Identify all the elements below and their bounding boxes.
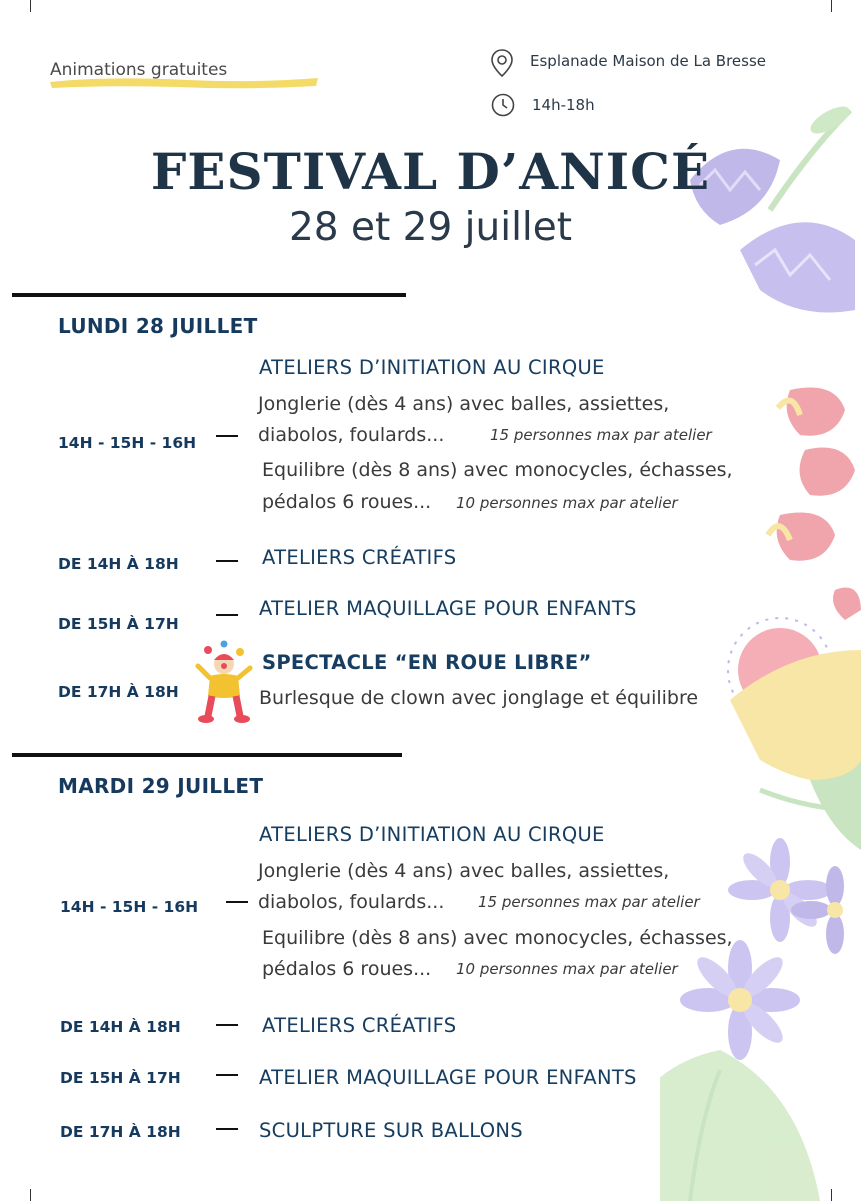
capacity-note: 10 personnes max par atelier bbox=[456, 494, 678, 512]
festival-dates: 28 et 29 juillet bbox=[288, 205, 573, 250]
time-slot: DE 14H À 18H bbox=[60, 1018, 181, 1036]
time-slot: 14H - 15H - 16H bbox=[58, 434, 197, 452]
dash bbox=[226, 901, 248, 903]
time-slot: DE 15H À 17H bbox=[58, 615, 179, 633]
activity-description: pédalos 6 roues... bbox=[262, 958, 432, 980]
clown-icon bbox=[194, 640, 254, 724]
day-heading: MARDI 29 JUILLET bbox=[58, 774, 264, 798]
time-slot: DE 14H À 18H bbox=[58, 555, 179, 573]
activity-description: pédalos 6 roues... bbox=[262, 491, 432, 513]
time-slot: DE 17H À 18H bbox=[60, 1123, 181, 1141]
location-text: Esplanade Maison de La Bresse bbox=[530, 52, 767, 70]
capacity-note: 10 personnes max par atelier bbox=[456, 960, 678, 978]
dash bbox=[216, 435, 238, 437]
hours-text: 14h-18h bbox=[532, 96, 595, 114]
crop-mark bbox=[831, 0, 832, 12]
activity-title: ATELIER MAQUILLAGE POUR ENFANTS bbox=[259, 1066, 637, 1089]
time-slot: 14H - 15H - 16H bbox=[60, 898, 199, 916]
day-heading: LUNDI 28 JUILLET bbox=[58, 314, 258, 338]
page-title: FESTIVAL D’ANICÉ bbox=[150, 142, 711, 201]
activity-description: Equilibre (dès 8 ans) avec monocycles, échasses, bbox=[262, 459, 733, 481]
dash bbox=[216, 614, 238, 616]
time-slot: DE 17H À 18H bbox=[58, 683, 179, 701]
dash bbox=[216, 560, 238, 562]
capacity-note: 15 personnes max par atelier bbox=[478, 893, 700, 911]
activity-title: ATELIERS D’INITIATION AU CIRQUE bbox=[259, 356, 605, 379]
activity-description: Jonglerie (dès 4 ans) avec balles, assiettes, bbox=[258, 393, 670, 415]
section-divider bbox=[12, 753, 402, 757]
dash bbox=[216, 1074, 238, 1076]
crop-mark bbox=[30, 1189, 31, 1201]
dash bbox=[216, 1128, 238, 1130]
flower-decoration bbox=[660, 90, 861, 1201]
activity-title: ATELIERS CRÉATIFS bbox=[262, 1014, 457, 1037]
activity-description: Equilibre (dès 8 ans) avec monocycles, échasses, bbox=[262, 927, 733, 949]
capacity-note: 15 personnes max par atelier bbox=[490, 426, 712, 444]
activity-title: ATELIER MAQUILLAGE POUR ENFANTS bbox=[259, 597, 637, 620]
free-activities-tag: Animations gratuites bbox=[50, 60, 228, 80]
activity-title: ATELIERS D’INITIATION AU CIRQUE bbox=[259, 823, 605, 846]
activity-description: diabolos, foulards... bbox=[258, 424, 445, 446]
location-pin-icon bbox=[489, 48, 515, 78]
activity-title: SPECTACLE “EN ROUE LIBRE” bbox=[262, 651, 592, 674]
activity-title: SCULPTURE SUR BALLONS bbox=[259, 1119, 523, 1142]
activity-description: diabolos, foulards... bbox=[258, 891, 445, 913]
time-slot: DE 15H À 17H bbox=[60, 1069, 181, 1087]
crop-mark bbox=[30, 0, 31, 12]
activity-description: Jonglerie (dès 4 ans) avec balles, assiettes, bbox=[258, 860, 670, 882]
section-divider bbox=[12, 293, 406, 297]
dash bbox=[216, 1024, 238, 1026]
clock-icon bbox=[490, 92, 516, 118]
activity-title: ATELIERS CRÉATIFS bbox=[262, 546, 457, 569]
activity-description: Burlesque de clown avec jonglage et équilibre bbox=[259, 687, 699, 709]
